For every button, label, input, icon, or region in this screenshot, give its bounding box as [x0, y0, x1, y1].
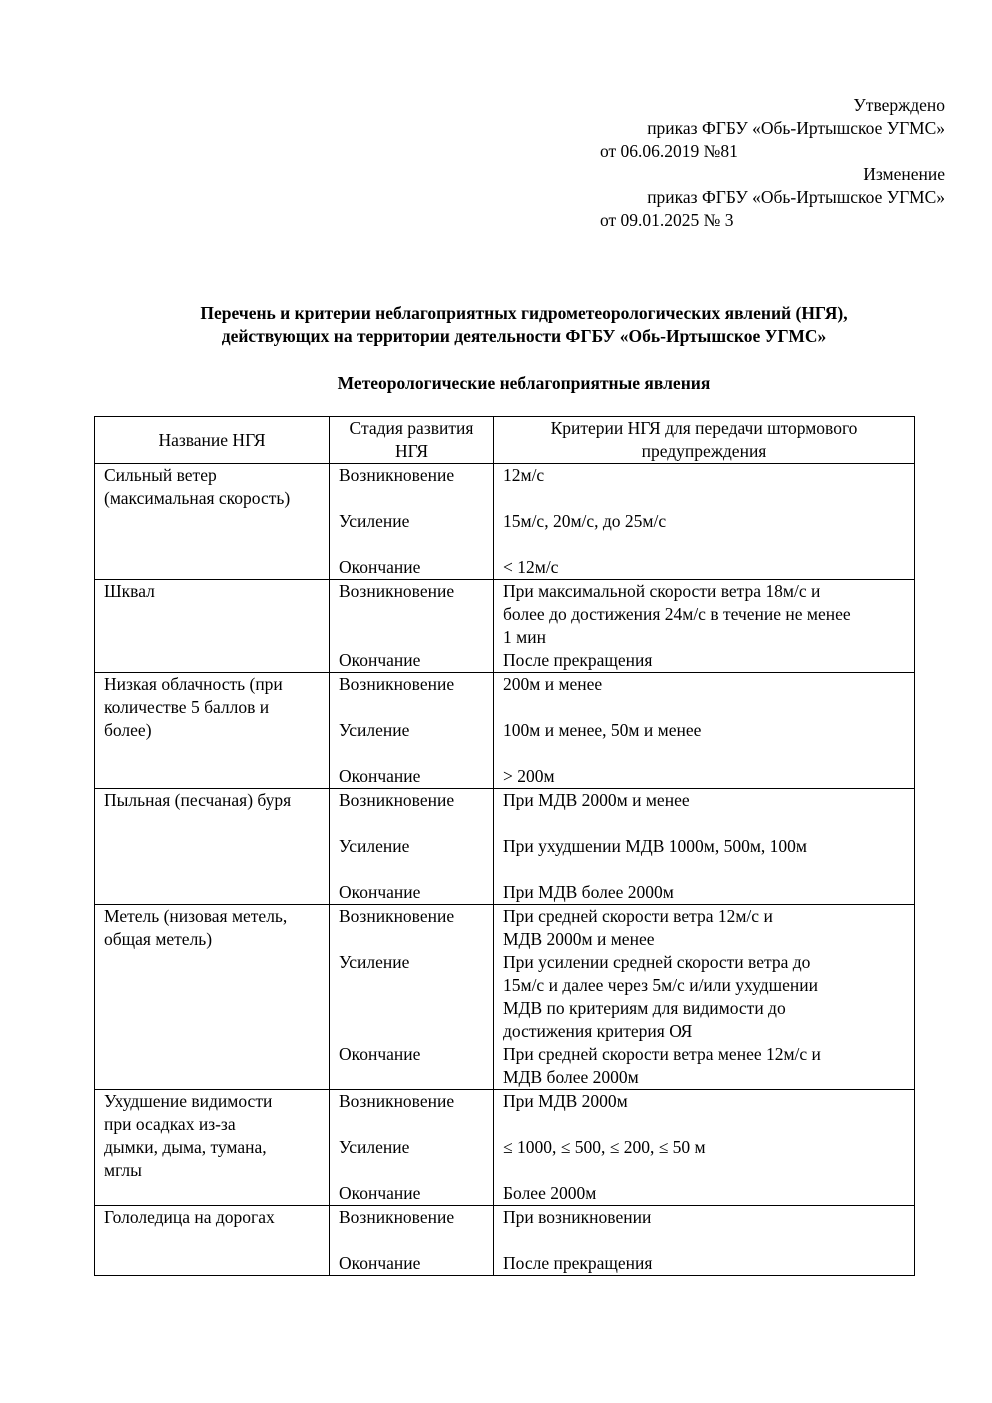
cell-line: Усиление	[339, 952, 410, 972]
cell-line: После прекращения	[503, 650, 653, 670]
cell-line: Усиление	[339, 836, 410, 856]
cell-line: более до достижения 24м/с в течение не менее	[503, 604, 851, 624]
cell-line: При возникновении	[503, 1207, 652, 1227]
cell-criteria	[494, 673, 915, 789]
cell-name	[95, 464, 330, 580]
table-row	[95, 1090, 915, 1206]
cell-line: (максимальная скорость)	[104, 488, 291, 508]
cell-line	[339, 696, 484, 719]
cell-line: Возникновение	[339, 465, 455, 485]
cell-line	[503, 1113, 905, 1136]
cell-line: ≤ 1000, ≤ 500, ≤ 200, ≤ 50 м	[503, 1137, 706, 1157]
cell-line: Пыльная (песчаная) буря	[104, 790, 292, 810]
cell-line	[339, 1229, 484, 1252]
table-header-row	[95, 417, 915, 464]
cell-name	[95, 673, 330, 789]
cell-line: Усиление	[339, 720, 410, 740]
table-row	[95, 580, 915, 673]
cell-line	[503, 696, 905, 719]
phenomena-table	[94, 416, 915, 1276]
cell-name	[95, 905, 330, 1090]
cell-stage	[330, 1090, 494, 1206]
cell-line: > 200м	[503, 766, 555, 786]
cell-line	[339, 1020, 484, 1043]
cell-line: общая метель)	[104, 929, 213, 949]
cell-line	[339, 1113, 484, 1136]
table-row	[95, 789, 915, 905]
cell-line: Возникновение	[339, 674, 455, 694]
cell-name	[95, 580, 330, 673]
cell-line: Окончание	[339, 650, 421, 670]
change-date: от 09.01.2025 № 3	[600, 210, 734, 230]
cell-line: < 12м/с	[503, 557, 559, 577]
approval-order: приказ ФГБУ «Обь-Иртышское УГМС»	[647, 118, 945, 138]
cell-line: После прекращения	[503, 1253, 653, 1273]
cell-line	[104, 510, 320, 533]
cell-line: Возникновение	[339, 906, 455, 926]
cell-line: МДВ более 2000м	[503, 1067, 639, 1087]
cell-line: Окончание	[339, 1183, 421, 1203]
cell-line: Усиление	[339, 1137, 410, 1157]
cell-line	[339, 626, 484, 649]
table-row	[95, 1206, 915, 1276]
cell-line: При МДВ 2000м и менее	[503, 790, 690, 810]
cell-line: При усилении средней скорости ветра до	[503, 952, 811, 972]
cell-line: Шквал	[104, 581, 155, 601]
cell-line	[503, 742, 905, 765]
cell-line	[503, 812, 905, 835]
cell-line	[339, 533, 484, 556]
cell-line: более)	[104, 720, 152, 740]
cell-stage	[330, 789, 494, 905]
cell-line: 15м/с и далее через 5м/с и/или ухудшении	[503, 975, 818, 995]
cell-line: Возникновение	[339, 790, 455, 810]
cell-criteria	[494, 905, 915, 1090]
cell-criteria	[494, 1206, 915, 1276]
approval-date: от 06.06.2019 №81	[600, 141, 738, 161]
cell-criteria	[494, 1090, 915, 1206]
cell-line: Усиление	[339, 511, 410, 531]
cell-stage	[330, 580, 494, 673]
cell-name	[95, 789, 330, 905]
cell-line	[503, 487, 905, 510]
table-row	[95, 464, 915, 580]
change-order: приказ ФГБУ «Обь-Иртышское УГМС»	[647, 187, 945, 207]
cell-line: Гололедица на дорогах	[104, 1207, 275, 1227]
cell-line: Окончание	[339, 1044, 421, 1064]
table-body	[95, 464, 915, 1276]
cell-line	[339, 1159, 484, 1182]
cell-criteria	[494, 580, 915, 673]
cell-line: Низкая облачность (при	[104, 674, 283, 694]
cell-stage	[330, 1206, 494, 1276]
cell-stage	[330, 905, 494, 1090]
cell-line: 12м/с	[503, 465, 545, 485]
cell-line: При средней скорости ветра 12м/с и	[503, 906, 773, 926]
cell-line: Окончание	[339, 882, 421, 902]
cell-line: При максимальной скорости ветра 18м/с и	[503, 581, 821, 601]
cell-line	[339, 1066, 484, 1089]
cell-line: МДВ 2000м и менее	[503, 929, 655, 949]
cell-line: мглы	[104, 1160, 142, 1180]
cell-line: 15м/с, 20м/с, до 25м/с	[503, 511, 667, 531]
cell-stage	[330, 673, 494, 789]
table-row	[95, 673, 915, 789]
cell-line: Возникновение	[339, 1091, 455, 1111]
header-name: Название НГЯ	[95, 417, 330, 464]
cell-line: 200м и менее	[503, 674, 603, 694]
cell-stage	[330, 464, 494, 580]
cell-line	[503, 1159, 905, 1182]
cell-line	[503, 533, 905, 556]
cell-line: Окончание	[339, 557, 421, 577]
cell-name	[95, 1090, 330, 1206]
cell-line	[339, 487, 484, 510]
section-title: Метеорологические неблагоприятные явления	[337, 373, 711, 393]
cell-line	[339, 742, 484, 765]
cell-line: при осадках из-за	[104, 1114, 236, 1134]
cell-line	[339, 858, 484, 881]
document-title	[95, 302, 953, 348]
cell-line: При средней скорости ветра менее 12м/с и	[503, 1044, 821, 1064]
change-label: Изменение	[863, 164, 945, 184]
table-row	[95, 905, 915, 1090]
cell-line	[339, 812, 484, 835]
cell-line: При МДВ 2000м	[503, 1091, 628, 1111]
cell-line: 100м и менее, 50м и менее	[503, 720, 702, 740]
cell-criteria	[494, 464, 915, 580]
cell-line	[339, 997, 484, 1020]
cell-line: При ухудшении МДВ 1000м, 500м, 100м	[503, 836, 807, 856]
cell-line: Сильный ветер	[104, 465, 217, 485]
cell-line: Более 2000м	[503, 1183, 597, 1203]
title-line-2: действующих на территории деятельности ФГБУ «Обь-Иртышское УГМС»	[221, 326, 827, 346]
cell-line: Метель (низовая метель,	[104, 906, 288, 926]
cell-line: МДВ по критериям для видимости до	[503, 998, 786, 1018]
cell-line	[339, 928, 484, 951]
approval-label: Утверждено	[853, 95, 945, 115]
cell-line: При МДВ более 2000м	[503, 882, 674, 902]
cell-line: Ухудшение видимости	[104, 1091, 273, 1111]
cell-line: 1 мин	[503, 627, 546, 647]
approval-block	[600, 94, 945, 232]
header-criteria: Критерии НГЯ для передачи штормового предупреждения	[494, 417, 915, 464]
cell-line	[503, 858, 905, 881]
cell-line: количестве 5 баллов и	[104, 697, 270, 717]
cell-name	[95, 1206, 330, 1276]
header-stage: Стадия развития НГЯ	[330, 417, 494, 464]
cell-criteria	[494, 789, 915, 905]
cell-line: достижения критерия ОЯ	[503, 1021, 693, 1041]
cell-line: Возникновение	[339, 581, 455, 601]
cell-line	[339, 603, 484, 626]
cell-line: Окончание	[339, 766, 421, 786]
cell-line: Возникновение	[339, 1207, 455, 1227]
cell-line	[503, 1229, 905, 1252]
cell-line: Окончание	[339, 1253, 421, 1273]
cell-line	[104, 533, 320, 556]
cell-line: дымки, дыма, тумана,	[104, 1137, 267, 1157]
cell-line	[339, 974, 484, 997]
title-line-1: Перечень и критерии неблагоприятных гидрометеорологических явлений (НГЯ),	[200, 303, 848, 323]
